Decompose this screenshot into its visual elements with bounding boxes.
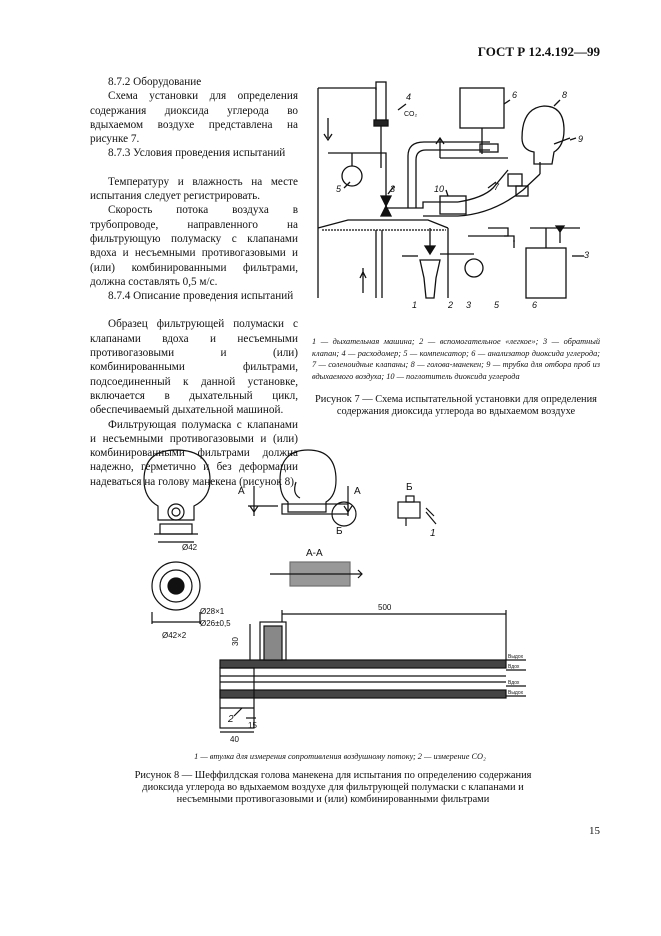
fig7-label-6a: 6 [512,90,518,100]
document-header: ГОСТ Р 12.4.192—99 [477,44,600,59]
fig8-flow-exhale-2: Выдох [508,690,524,696]
fig7-label-3b: 3 [584,250,590,260]
fig8-dim-15: 15 [248,721,257,730]
fig8-flow-exhale-1: Выдох [508,654,524,660]
fig7-label-5b: 5 [494,300,500,310]
figure-8-caption: Рисунок 8 — Шеффилдская голова манекена для испытания по определению содержания диоксида углерода во вдыхаемом воздухе для фильтрующей полумаски с клапанами и несъемными противогазовыми и (или) комбинированными фильтрами [134,770,532,806]
conditions-heading: 8.7.3 Условия проведения испытаний [108,147,286,160]
fig8-flow-inhale-2: Вдох [508,680,520,686]
figure-8-legend: 1 — втулка для измерения сопротивления воздушному потоку; 2 — измерение CO₂ [194,752,486,761]
fig8-dim-26: Ø26±0,5 [200,619,231,628]
fig8-section-a-left: А [238,486,245,497]
fig7-label-6b: 6 [532,300,538,310]
equipment-heading: 8.7.2 Оборудование [108,76,202,88]
fig8-dim-42x2: Ø42×2 [162,631,187,640]
fig7-label-5a: 5 [336,184,342,194]
fig8-section-b-mark: Б [336,526,343,537]
procedure-text-1: Образец фильтрующей полумаски с клапанами вдоха и несъемными противогазовыми и (или) комбинированными фильтрами, подсоединенный к данной установке, включается в дыхательный цикл, обеспечиваемый дыхательной машиной. [90,318,298,417]
fig8-dim-500: 500 [378,603,392,612]
fig8-section-b-title: Б [406,482,413,493]
equipment-text: Схема установки для определения содержания диоксида углерода во вдыхаемом воздухе представлена на рисунке 7. [90,90,298,146]
fig8-dim-30: 30 [231,637,240,646]
conditions-text-2: Скорость потока воздуха в трубопроводе, направленного на фильтрующую полумаску с клапанами вдоха и несъемными противогазовыми и (или) комбинированными фильтрами, должна составлять 0,5 м/с. [90,204,298,288]
fig7-label-co2: CO₂ [404,111,418,118]
figure-8-diagram [130,446,540,746]
fig7-label-9: 9 [578,134,584,144]
body-text-column [90,75,298,489]
fig7-label-8: 8 [562,90,568,100]
page-number: 15 [589,825,600,837]
conditions-text-1: Температуру и влажность на месте испытания следует регистрировать. [90,175,298,203]
procedure-text-2: Фильтрующая полумаска с клапанами и несъемными противогазовыми и (или) комбинированными фильтрами должна надежно, герметично и без деформации надеваться на голову манекена (рисунок 8). [90,418,298,488]
fig8-label-1: 1 [430,528,436,539]
fig8-label-2: 2 [228,714,234,725]
fig7-label-3c: 3 [466,300,472,310]
fig7-label-4: 4 [406,92,412,102]
fig8-dim-40: 40 [230,735,239,744]
figure-7-legend: 1 — дыхательная машина; 2 — вспомогательное «легкое»; 3 — обратный клапан; 4 — расходомер; 5 — компенсатор; 6 — анализатор диоксида углерода; 7 — соленоидные клапаны; 8 — голова-манекен; 9 — трубка для отбора проб из вдыхаемого воздуха; 10 — поглотитель диоксида углерода [312,337,600,381]
fig8-dim-42: Ø42 [182,543,198,552]
fig7-label-7: 7 [494,182,500,192]
fig8-dim-28: Ø28×1 [200,607,225,616]
fig8-section-aa: А-А [306,548,323,559]
fig7-label-1: 1 [412,300,418,310]
fig8-flow-inhale-1: Вдох [508,664,520,670]
fig7-label-2: 2 [448,300,454,310]
fig7-label-10: 10 [434,184,445,194]
figure-7-caption: Рисунок 7 — Схема испытательной установки для определения содержания диоксида углерода во вдыхаемом воздухе [315,394,597,418]
fig7-label-3a: 3 [390,184,396,194]
procedure-heading: 8.7.4 Описание проведения испытаний [108,290,294,303]
figure-7-diagram [308,78,604,318]
fig8-section-a-right: А [354,486,361,497]
